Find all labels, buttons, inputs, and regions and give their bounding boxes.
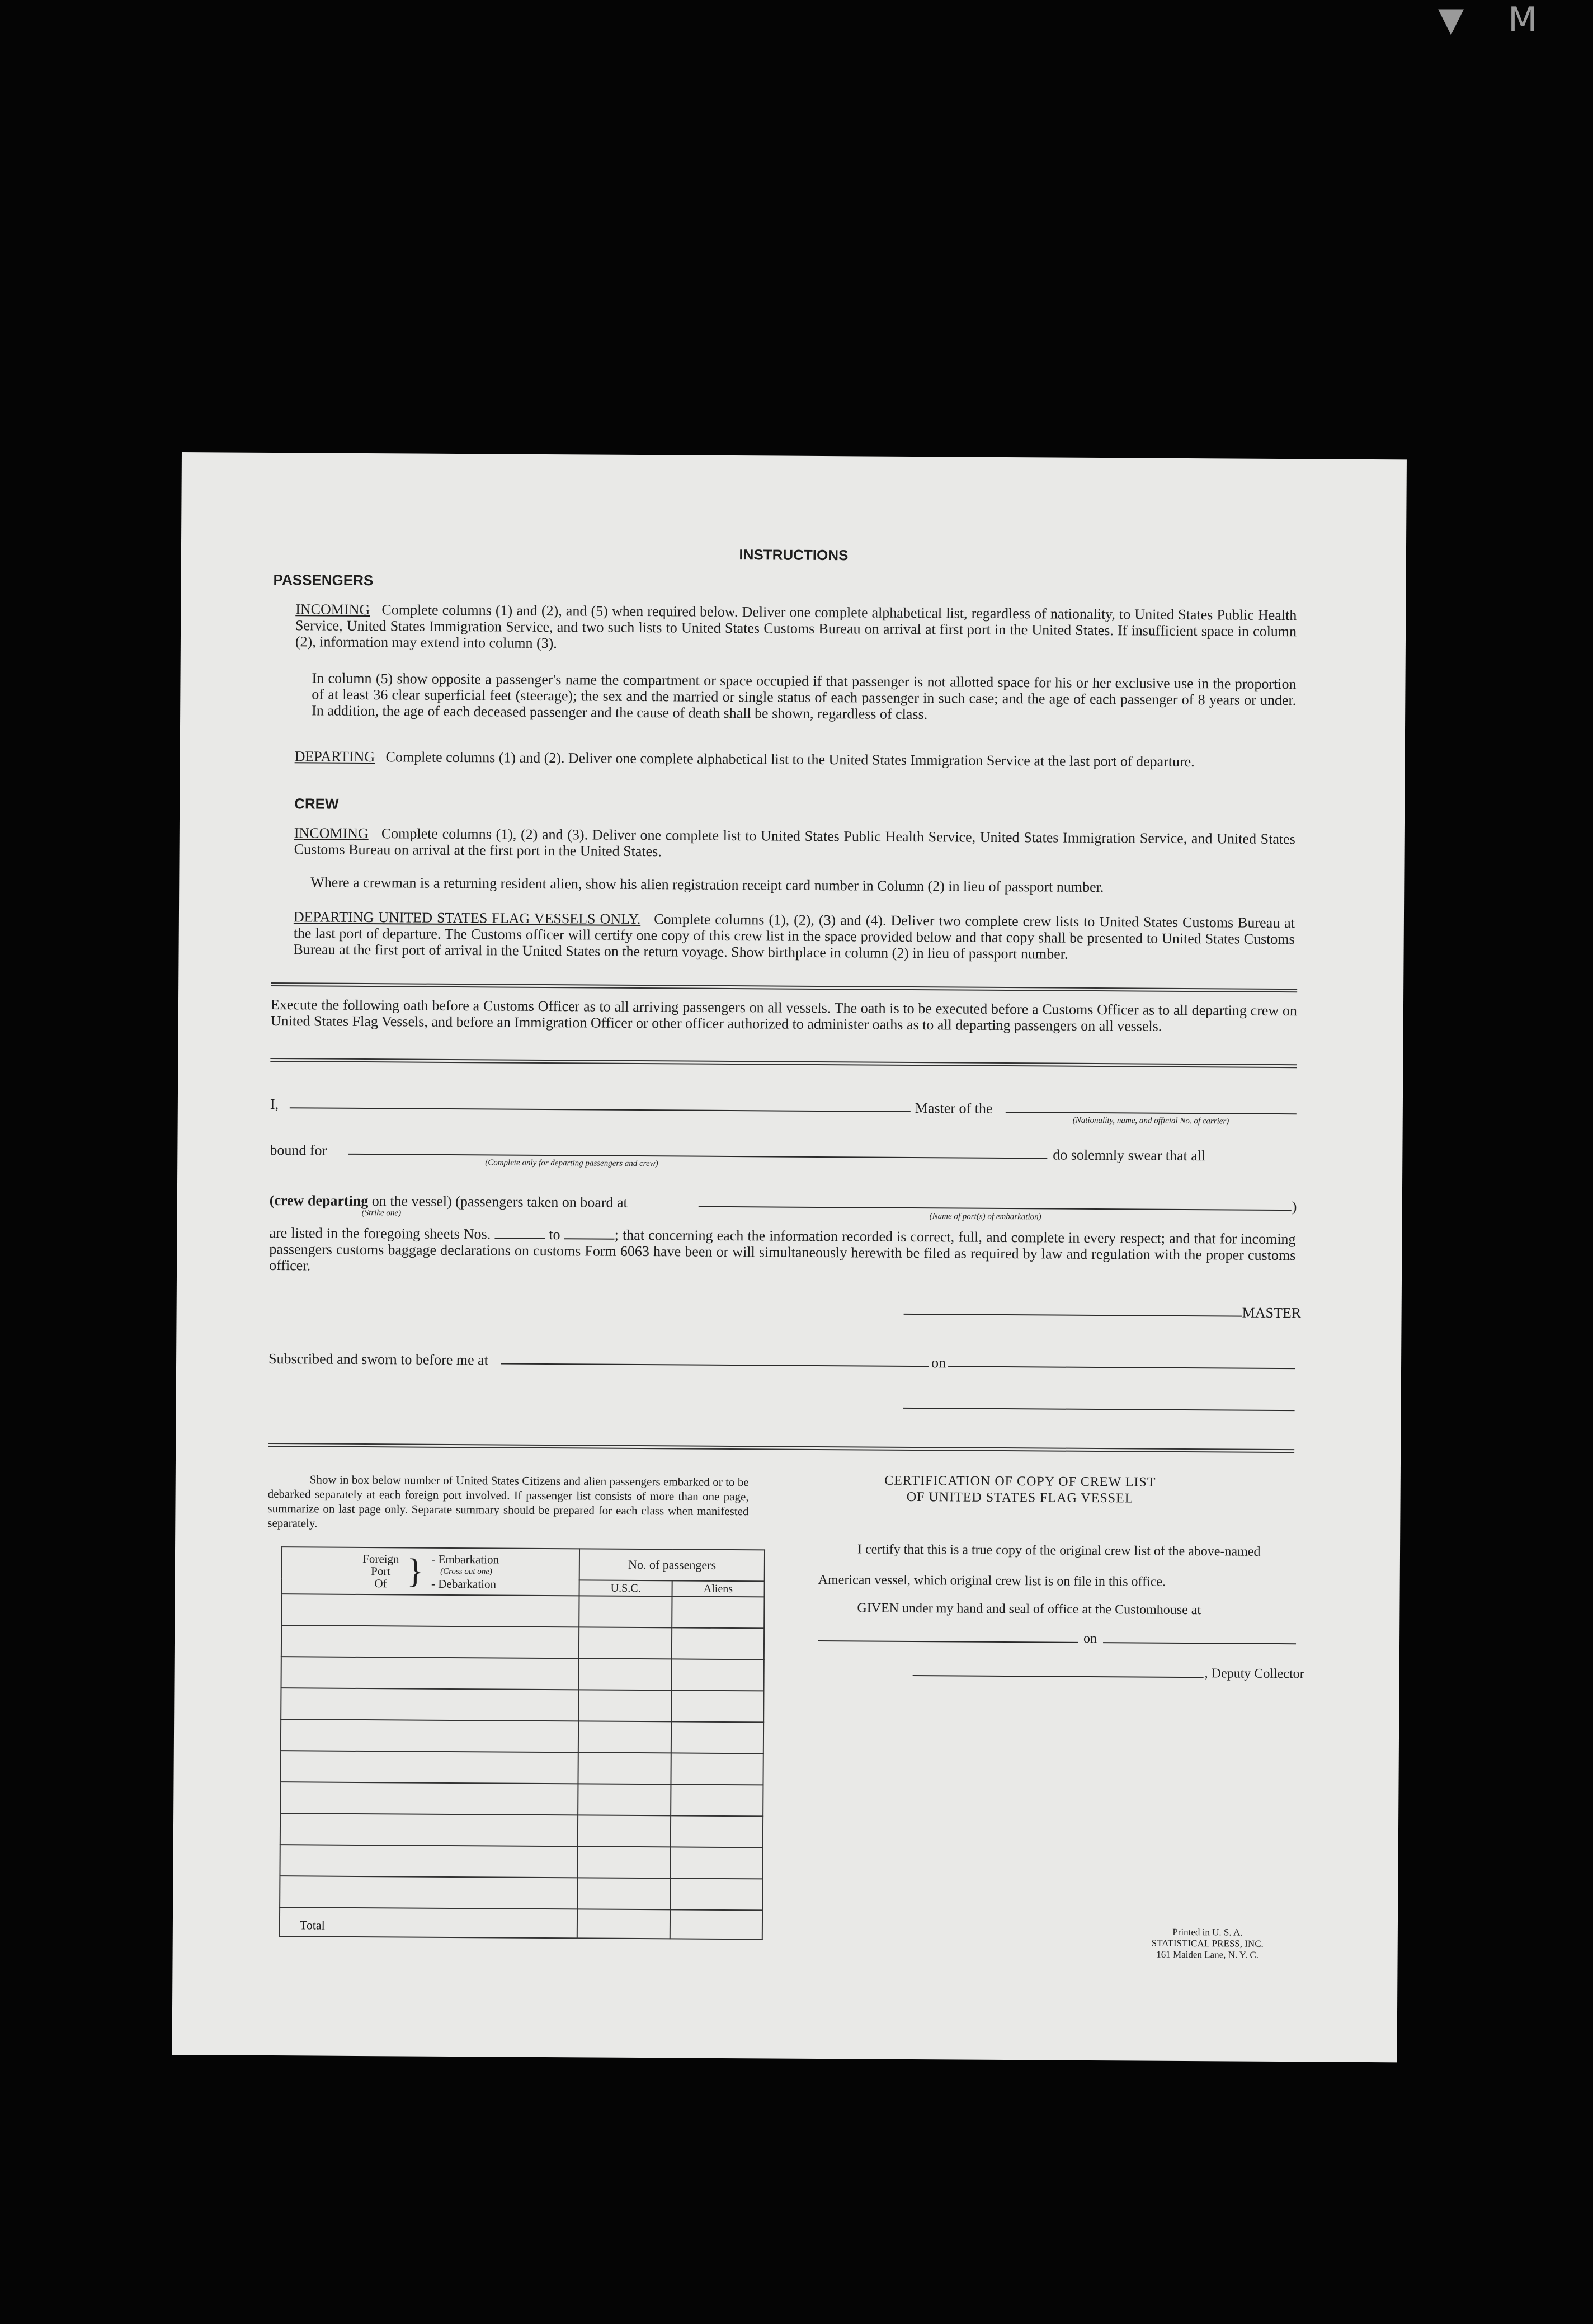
bound-for-label: bound for (270, 1141, 327, 1159)
departing-flag-instruction (293, 909, 1294, 963)
usc-cell[interactable] (577, 1878, 670, 1909)
aliens-cell[interactable] (670, 1847, 763, 1879)
port-cell[interactable] (280, 1782, 578, 1815)
aliens-cell[interactable] (671, 1721, 764, 1753)
crew-departing-label: (crew departing (269, 1192, 369, 1210)
port-cell[interactable] (280, 1876, 578, 1909)
departing-text: Complete columns (1) and (2). Deliver one complete alphabetical list to the United States Immigration Service at the last port of departure. (385, 749, 1195, 770)
film-frame-mark: ▼ M (1438, 0, 1554, 39)
port-cell[interactable] (281, 1719, 579, 1752)
port-label: Port (371, 1564, 391, 1578)
aliens-cell[interactable] (670, 1878, 763, 1910)
imprint-line1: Printed in U. S. A. (1172, 1926, 1243, 1938)
aliens-cell[interactable] (672, 1596, 765, 1628)
divider-rule (268, 1443, 1294, 1453)
divider-rule (270, 1058, 1297, 1068)
usc-cell[interactable] (579, 1627, 672, 1659)
certification-title-line2: OF UNITED STATES FLAG VESSEL (906, 1489, 1134, 1506)
usc-cell[interactable] (578, 1815, 671, 1847)
bound-for-field[interactable] (348, 1154, 1047, 1159)
on-label: on (931, 1354, 946, 1371)
nationality-note: (Nationality, name, and official No. of carrier) (1072, 1116, 1229, 1126)
usc-header: U.S.C. (579, 1580, 672, 1596)
listed-sheets-statement (269, 1225, 1295, 1279)
close-paren: ) (1292, 1198, 1297, 1215)
passengers-taken-label: (passengers taken on board at (455, 1193, 628, 1211)
given-text: GIVEN under my hand and seal of office at the Customhouse at (857, 1601, 1201, 1618)
sheet-to-field[interactable] (564, 1238, 615, 1240)
port-header-cell (282, 1547, 580, 1596)
departing-flag-text: Complete columns (1), (2), (3) and (4). Deliver two complete crew lists to United States Customs Bureau at the last port of departure. The Customs officer will certify one copy of this crew list in the space provided below and that copy shall be presented to United States Customs Bureau at the first port of arrival in the United States on the return voyage. Show birthplace in column (2) in lieu of passport number. (293, 911, 1295, 962)
certification-title (799, 1473, 1241, 1508)
port-cell[interactable] (280, 1813, 578, 1846)
brace-glyph: } (407, 1552, 424, 1591)
strike-one-note: (Strike one) (361, 1208, 402, 1218)
form-sheet (172, 452, 1406, 2062)
usc-cell[interactable] (578, 1721, 671, 1753)
crewman-instruction: Where a crewman is a returning resident alien, show his alien registration receipt card number in Column (2) in lieu of passport number. (310, 874, 1104, 896)
sheet-from-field[interactable] (494, 1238, 545, 1239)
customhouse-field[interactable] (818, 1640, 1078, 1643)
imprint-line2: STATISTICAL PRESS, INC. (1151, 1937, 1264, 1949)
debarkation-label[interactable]: - Debarkation (431, 1577, 497, 1591)
master-name-field[interactable] (290, 1107, 911, 1112)
incoming-passengers-instruction (295, 601, 1297, 656)
crew-incoming-text: Complete columns (1), (2) and (3). Deliver one complete list to United States Public Health Service, United States Immigration Service, and United States Customs Bureau on arrival at the first port in the United States. (294, 825, 1295, 860)
listed-prefix: are listed in the foregoing sheets Nos. (269, 1224, 491, 1243)
port-cell[interactable] (281, 1688, 579, 1721)
aliens-cell[interactable] (670, 1815, 763, 1847)
column5-instruction: In column (5) show opposite a passenger's name the compartment or space occupied if that passenger is not allotted space for his or her exclusive use in the proportion of at least 36 clear superficial feet (steerage); the sex and the married or single status of each passenger in such case; and the age of each passenger of 8 years or under. In addition, the age of each deceased passenger and the cause of death shall be shown, regardless of class. (312, 670, 1297, 723)
cert-on-label: on (1083, 1631, 1097, 1646)
on-vessel-label: on the vessel) (371, 1193, 452, 1210)
master-signature-field[interactable] (904, 1314, 1242, 1317)
embarkation-ports-field[interactable] (699, 1206, 1292, 1211)
incoming-text: Complete columns (1) and (2), and (5) when required below. Deliver one complete alphabetical list, regardless of nationality, to United States Public Health Service, United States Immigration Service, and two such lists to United States Customs Bureau on arrival at first port in the United States. If insufficient space in column (2), information may extend into column (3). (295, 601, 1297, 652)
swear-label: do solemnly swear that all (1053, 1146, 1206, 1164)
printer-imprint (1129, 1926, 1286, 1961)
oath-i-label: I, (270, 1095, 279, 1113)
master-of-label: Master of the (915, 1100, 993, 1117)
usc-total-cell[interactable] (577, 1909, 670, 1939)
deputy-signature-field[interactable] (913, 1675, 1204, 1678)
cert-date-field[interactable] (1103, 1642, 1296, 1644)
incoming-label: INCOMING (295, 601, 370, 618)
divider-rule (271, 982, 1297, 992)
imprint-line3: 161 Maiden Lane, N. Y. C. (1156, 1949, 1259, 1960)
certification-title-line1: CERTIFICATION OF COPY OF CREW LIST (884, 1473, 1156, 1490)
crew-heading: CREW (294, 795, 339, 812)
sworn-date-field[interactable] (948, 1366, 1295, 1369)
aliens-cell[interactable] (671, 1784, 763, 1816)
officer-signature-field[interactable] (903, 1408, 1295, 1411)
usc-cell[interactable] (579, 1690, 672, 1721)
carrier-field[interactable] (1006, 1112, 1297, 1114)
ports-note: (Name of port(s) of embarkation) (929, 1212, 1041, 1222)
instructions-title: INSTRUCTIONS (739, 546, 849, 564)
departing-passengers-instruction (295, 748, 1296, 770)
embarkation-label[interactable]: - Embarkation (431, 1552, 499, 1566)
master-label: MASTER (1242, 1304, 1302, 1321)
port-cell[interactable] (281, 1657, 579, 1690)
aliens-total-cell[interactable] (670, 1909, 762, 1939)
total-label-cell (280, 1907, 578, 1938)
aliens-header: Aliens (672, 1580, 764, 1597)
crew-incoming-instruction (294, 825, 1295, 863)
foreign-label: Foreign (362, 1552, 399, 1566)
port-cell[interactable] (281, 1594, 579, 1627)
usc-cell[interactable] (578, 1784, 671, 1815)
usc-cell[interactable] (578, 1752, 671, 1784)
bound-for-note: (Complete only for departing passengers and crew) (485, 1158, 658, 1169)
to-label: to (549, 1226, 560, 1243)
certification-text-line2: American vessel, which original crew list is on file in this office. (818, 1572, 1166, 1589)
of-label: Of (374, 1577, 387, 1591)
crew-departing-line (270, 1192, 628, 1211)
passenger-summary-table (279, 1546, 765, 1940)
subscribed-label: Subscribed and sworn to before me at (268, 1350, 488, 1368)
certification-text-line1: I certify that this is a true copy of the original crew list of the above-named (857, 1542, 1261, 1559)
total-label: Total (299, 1918, 325, 1932)
summary-instruction: Show in box below number of United States Citizens and alien passengers embarked or to be debarked separately at each foreign port involved. If passenger list consists of more than one page, summarize on last page only. Separate summary should be prepared for each class when manifested separately. (267, 1473, 749, 1530)
no-of-passengers-header: No. of passengers (579, 1549, 765, 1581)
port-cell[interactable] (280, 1845, 578, 1878)
listed-rest: ; that concerning each the information recorded is correct, full, and complete in every respect; and that for incoming passengers customs baggage declarations on customs Form 6063 have been or will simultaneously herewith be filed as required by law and regulation with the proper customs officer. (269, 1226, 1296, 1274)
aliens-cell[interactable] (672, 1627, 765, 1659)
departing-label: DEPARTING (294, 748, 375, 765)
aliens-cell[interactable] (671, 1659, 764, 1691)
aliens-cell[interactable] (671, 1690, 764, 1722)
crew-incoming-label: INCOMING (294, 825, 369, 842)
usc-cell[interactable] (578, 1846, 671, 1878)
port-cell[interactable] (281, 1625, 579, 1658)
passengers-heading: PASSENGERS (273, 571, 374, 589)
oath-intro: Execute the following oath before a Customs Officer as to all arriving passengers on all vessels. The oath is to be executed before a Customs Officer as to all departing crew on United States Flag Vessels, and before an Immigration Officer or other officer authorized to administer oaths as to all departing passengers on all vessels. (270, 996, 1298, 1034)
aliens-cell[interactable] (671, 1753, 763, 1785)
usc-cell[interactable] (579, 1596, 672, 1627)
deputy-collector-label: , Deputy Collector (1204, 1666, 1304, 1682)
departing-flag-label: DEPARTING UNITED STATES FLAG VESSELS ONLY. (293, 909, 641, 928)
sworn-place-field[interactable] (501, 1363, 929, 1367)
usc-cell[interactable] (579, 1658, 672, 1690)
port-cell[interactable] (280, 1751, 578, 1784)
cross-out-note: (Cross out one) (440, 1566, 492, 1577)
